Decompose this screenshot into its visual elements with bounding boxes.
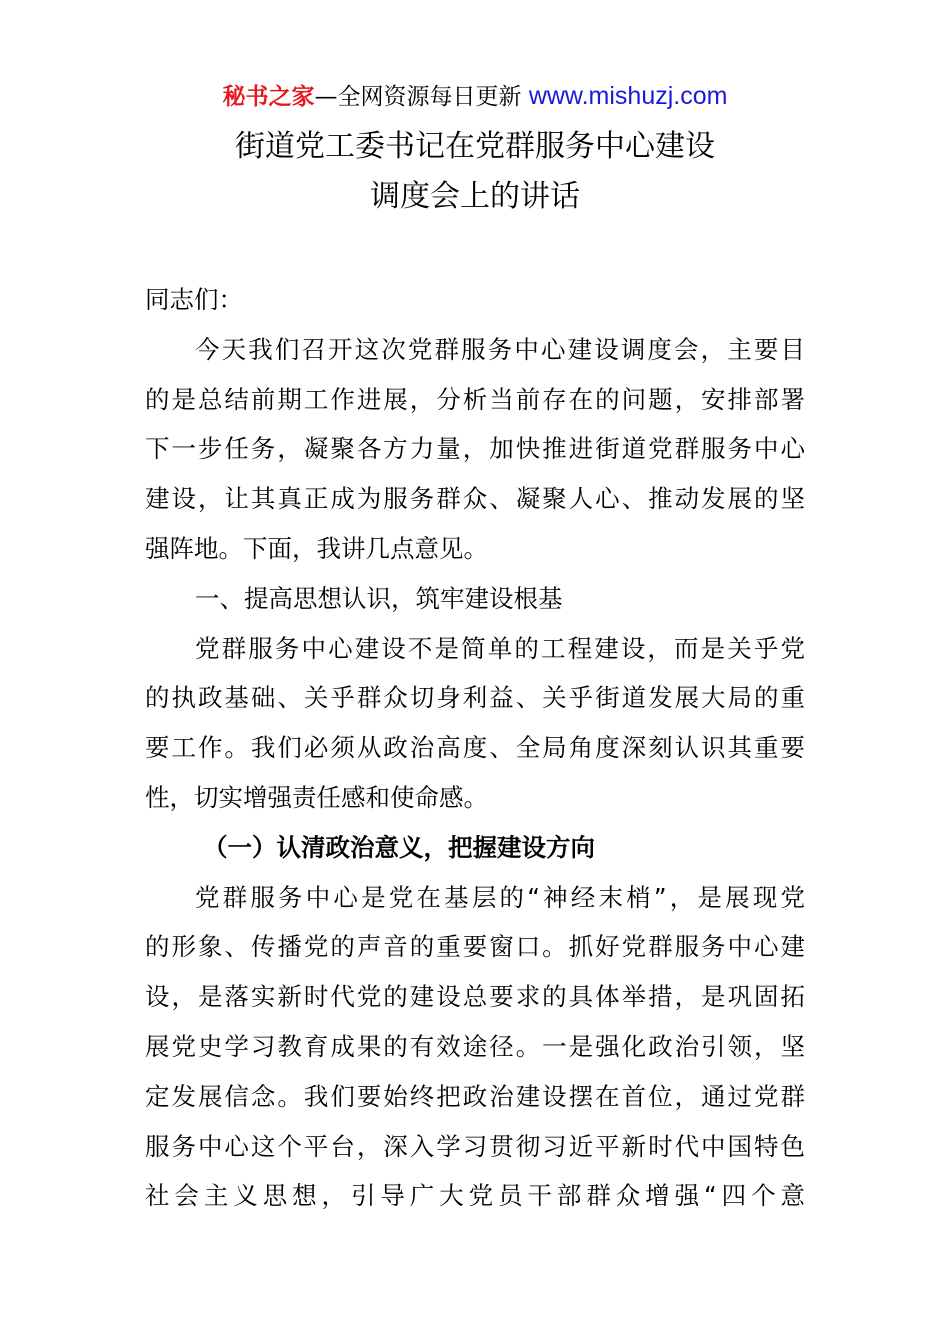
body-text-line: 展党史学习教育成果的有效途径。一是强化政治引领，坚	[145, 1031, 805, 1061]
body-text-line: 党群服务中心建设不是简单的工程建设，而是关乎党	[195, 633, 805, 663]
body-text-line: 今天我们召开这次党群服务中心建设调度会，主要目	[195, 334, 805, 364]
body-text-line: 建设，让其真正成为服务群众、凝聚人心、推动发展的坚	[145, 484, 805, 514]
body-text-line: 要工作。我们必须从政治高度、全局角度深刻认识其重要	[145, 733, 805, 763]
document-title-line-2: 调度会上的讲话	[370, 179, 580, 214]
brand-name: 秘书之家	[222, 84, 315, 110]
body-text-line: 的是总结前期工作进展，分析当前存在的问题，安排部署	[145, 384, 805, 414]
banner-tagline: —全网资源每日更新	[314, 84, 529, 110]
body-text-line: 下一步任务，凝聚各方力量，加快推进街道党群服务中心	[145, 434, 805, 464]
section-heading: 一、提高思想认识，筑牢建设根基	[195, 583, 563, 613]
body-text-line: 设，是落实新时代党的建设总要求的具体举措，是巩固拓	[145, 982, 805, 1012]
body-text-line: 定发展信念。我们要始终把政治建设摆在首位，通过党群	[145, 1081, 805, 1111]
body-text-line: 的形象、传播党的声音的重要窗口。抓好党群服务中心建	[145, 932, 805, 962]
section-heading: （一）认清政治意义，把握建设方向	[203, 832, 595, 862]
body-text-line: 性，切实增强责任感和使命感。	[145, 782, 488, 812]
document-title-line-1: 街道党工委书记在党群服务中心建设	[235, 129, 715, 164]
body-text-line: 的执政基础、关乎群众切身利益、关乎街道发展大局的重	[145, 683, 805, 713]
body-text-line: 强阵地。下面，我讲几点意见。	[145, 533, 488, 563]
body-text-line: 服务中心这个平台，深入学习贯彻习近平新时代中国特色	[145, 1131, 805, 1161]
body-text-line: 同志们：	[145, 285, 243, 314]
document-body	[145, 275, 805, 1221]
site-url-link[interactable]: www.mishuzj.com	[528, 82, 728, 110]
body-text-line: 社会主义思想，引导广大党员干部群众增强“四个意	[145, 1181, 805, 1211]
body-text-line: 党群服务中心是党在基层的“神经末梢”，是展现党	[195, 882, 805, 912]
site-banner	[0, 80, 950, 113]
